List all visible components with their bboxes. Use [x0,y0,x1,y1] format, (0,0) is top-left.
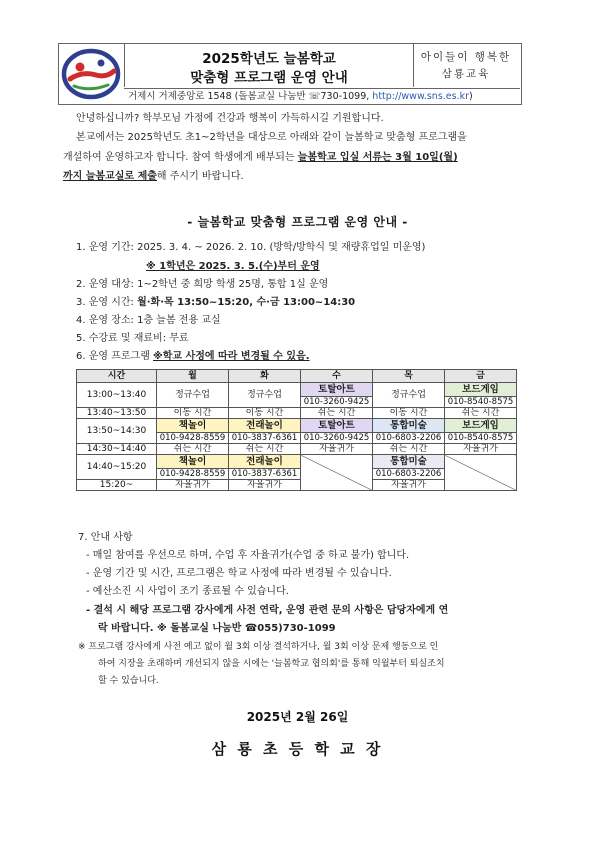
time-cell: 14:30~14:40 [77,444,157,455]
warning-line-2: 하여 지장을 초래하며 개선되지 않을 시에는 '늘봄학교 협의회'를 통해 익월부터 퇴실조치 [98,659,445,669]
school-motto [412,43,520,87]
mon-program: 책놀이 [157,419,229,433]
intro-line-2: 본교에서는 2025학년도 초1~2학년을 대상으로 아래와 같이 늘봄학교 맞춤형 프로그램을 [76,132,467,143]
item-time-label: 3. 운영 시간: [76,297,138,308]
item-program-note: ※학교 사정에 따라 변경될 수 있음. [153,351,310,362]
mon-cell: 쉬는 시간 [157,444,229,455]
time-cell: 13:00~13:40 [77,383,157,408]
thu-cell: 쉬는 시간 [373,444,445,455]
deadline-highlight: 늘봄학교 입실 서류는 3월 10일(월) [297,152,458,163]
mon-cell: 정규수업 [157,383,229,408]
table-row [77,408,517,419]
table-row [77,444,517,455]
item-place: 4. 운영 장소: 1층 늘봄 전용 교실 [76,315,221,326]
header-time: 시간 [77,370,157,383]
document-title [124,43,414,87]
thu-program: 통합미술 [373,419,445,433]
warning-line-1: ※ 프로그램 강사에게 사전 예고 없이 월 3회 이상 결석하거나, 월 3회 이상 문제 행동으로 인 [78,642,439,652]
fri-cell: 쉬는 시간 [445,408,517,419]
fri-phone: 010-8540-8575 [445,397,517,408]
issue-date: 2025년 2월 26일 [246,710,349,724]
wed-phone: 010-3260-9425 [301,397,373,408]
address-end: ) [469,91,473,102]
warning-line-3: 할 수 있습니다. [98,676,159,686]
submit-highlight: 까지 늘봄교실로 제출 [63,171,157,182]
tue-phone: 010-3837-6361 [229,433,301,444]
header-mon: 월 [157,370,229,383]
fri-cell: 자율귀가 [445,444,517,455]
time-cell: 14:40~15:20 [77,455,157,480]
note-2: - 운영 기간 및 시간, 프로그램은 학교 사정에 따라 변경될 수 있습니다. [86,568,392,579]
header-thu: 목 [373,370,445,383]
item-fee: 5. 수강료 및 재료비: 무료 [76,333,189,344]
school-address [124,88,520,103]
wed-program: 토탈아트 [301,383,373,397]
wed-program: 토탈아트 [301,419,373,433]
item-target: 2. 운영 대상: 1~2학년 중 희망 학생 25명, 통합 1실 운영 [76,279,329,290]
time-cell: 13:40~13:50 [77,408,157,419]
principal-signature: 삼 룡 초 등 학 교 장 [211,740,384,758]
wed-phone: 010-3260-9425 [301,433,373,444]
motto-line-2: 삼룡교육 [441,68,491,80]
header-wed: 수 [301,370,373,383]
header-fri: 금 [445,370,517,383]
table-header-row [77,370,517,383]
fri-program: 보드게임 [445,419,517,433]
thu-program: 통합미술 [373,455,445,469]
intro-line-3 [63,149,458,167]
motto-line-1: 아이들이 행복한 [420,51,512,63]
item-period: 1. 운영 기간: 2025. 3. 4. ~ 2026. 2. 10. (방학/방학식 및 재량휴업일 미운영) [76,242,426,253]
tue-cell: 정규수업 [229,383,301,408]
note-1: - 매일 참여를 우선으로 하며, 수업 후 자율귀가(수업 중 하교 불가) 합니다. [86,550,410,561]
fri-empty-cell [445,455,517,491]
note-4-line-1: - 결석 시 해당 프로그램 강사에게 사전 연락, 운영 관련 문의 사항은 담당자에게 연 [86,605,449,616]
thu-phone: 010-6803-2206 [373,433,445,444]
fri-program: 보드게임 [445,383,517,397]
mon-phone: 010-9428-8559 [157,433,229,444]
intro-line-1: 안녕하십니까? 학부모님 가정에 건강과 행복이 가득하시길 기원합니다. [76,113,384,124]
intro-line-4 [63,168,244,186]
tue-cell: 자율귀가 [229,480,301,491]
tue-phone: 010-3837-6361 [229,469,301,480]
table-row [77,383,517,397]
fri-phone: 010-8540-8575 [445,433,517,444]
mon-cell: 자율귀가 [157,480,229,491]
item-period-note: ※ 1학년은 2025. 3. 5.(수)부터 운영 [146,261,320,272]
title-line-2: 맞춤형 프로그램 운영 안내 [190,70,348,86]
mon-cell: 이동 시간 [157,408,229,419]
wed-empty-cell [301,455,373,491]
item-time [76,294,355,312]
table-row [77,455,517,469]
school-logo [60,45,122,103]
time-cell: 13:50~14:30 [77,419,157,444]
item-program [76,348,310,366]
note-4-line-2: 락 바랍니다. ※ 돌봄교실 나눔반 ☎055)730-1099 [98,623,336,634]
section-title: - 늘봄학교 맞춤형 프로그램 운영 안내 - [187,215,408,229]
school-url[interactable]: http://www.sns.es.kr [372,91,470,102]
header-tue: 화 [229,370,301,383]
notes-title: 7. 안내 사항 [78,532,133,543]
table-row [77,419,517,433]
item-time-value: 월·화·목 13:50~15:20, 수·금 13:00~14:30 [137,297,356,308]
tue-cell: 이동 시간 [229,408,301,419]
intro-line-3-text: 개설하여 운영하고자 합니다. 참여 학생에게 배부되는 [63,152,298,163]
time-cell: 15:20~ [77,480,157,491]
tue-program: 전래놀이 [229,419,301,433]
wed-cell: 쉬는 시간 [301,408,373,419]
wed-cell: 자율귀가 [301,444,373,455]
mon-program: 책놀이 [157,455,229,469]
note-3: - 예산소진 시 사업이 조기 종료될 수 있습니다. [86,586,289,597]
tue-cell: 쉬는 시간 [229,444,301,455]
tue-program: 전래놀이 [229,455,301,469]
program-schedule-table [76,369,517,491]
intro-line-4-text: 해 주시기 바랍니다. [156,171,244,182]
thu-phone: 010-6803-2206 [373,469,445,480]
address-text: 거제시 거제중앙로 1548 (돌봄교실 나눔반 ☏730-1099, [128,91,373,102]
title-line-1: 2025학년도 늘봄학교 [202,51,336,67]
thu-cell: 정규수업 [373,383,445,408]
thu-cell: 이동 시간 [373,408,445,419]
mon-phone: 010-9428-8559 [157,469,229,480]
thu-cell: 자율귀가 [373,480,445,491]
item-program-label: 6. 운영 프로그램 [76,351,154,362]
